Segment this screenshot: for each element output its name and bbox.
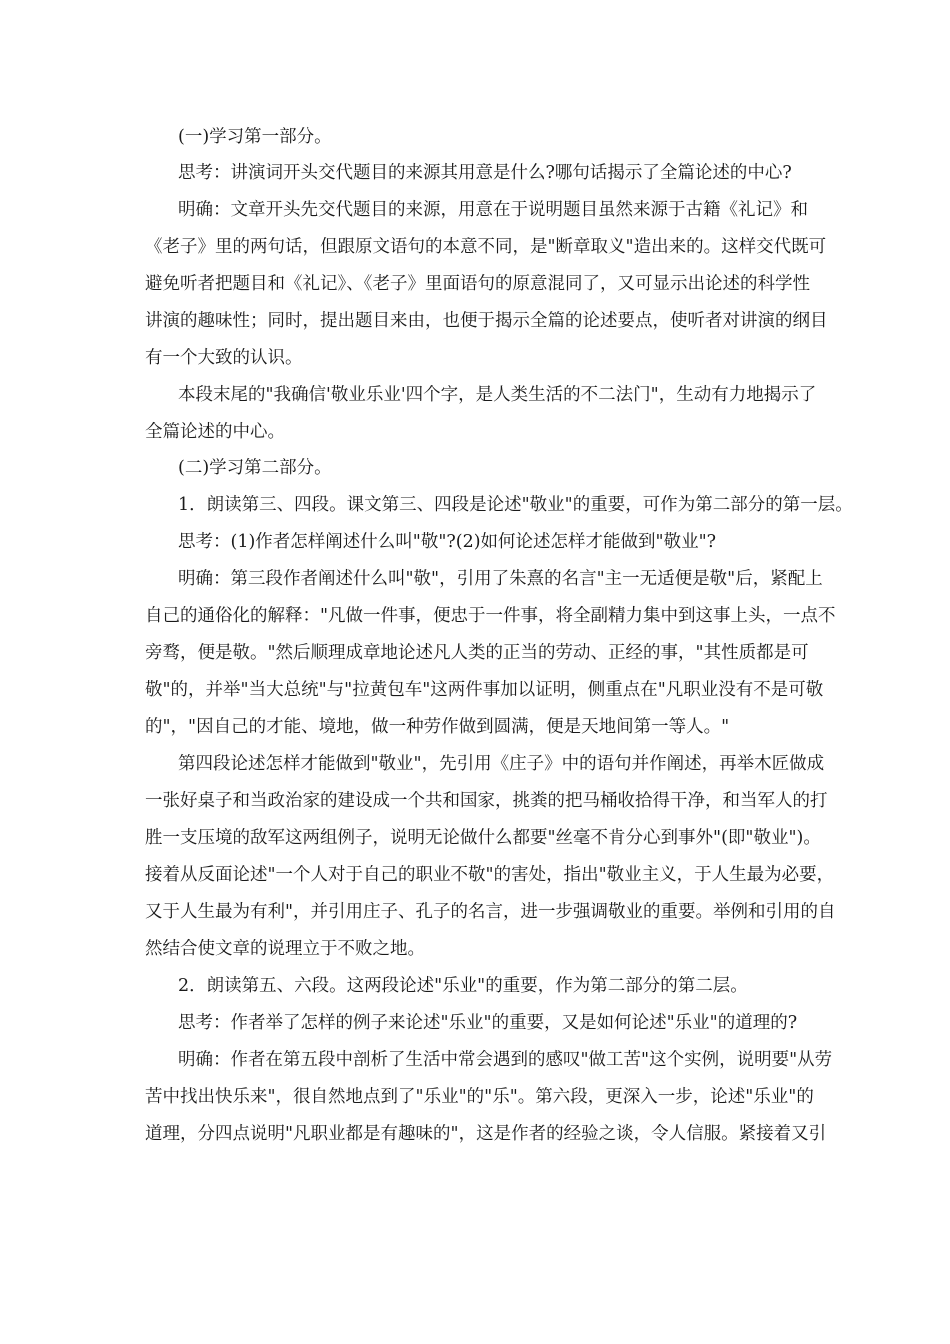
question-text: 思考：作者举了怎样的例子来论述"乐业"的重要，又是如何论述"乐业"的道理的? <box>178 1013 798 1033</box>
body-paragraph-line: 胜一支压境的敌军这两组例子，说明无论做什么都要"丝毫不肯分心到事外"(即"敬业")。 <box>145 828 821 848</box>
body-paragraph-line: 本段末尾的"我确信'敬业乐业'四个字，是人类生活的不二法门"，生动有力地揭示了 <box>178 385 817 405</box>
answer-paragraph-line: 明确：第三段作者阐述什么叫"敬"，引用了朱熹的名言"主一无适便是敬"后，紧配上 <box>178 569 823 589</box>
body-paragraph-line: 接着从反面论述"一个人对于自己的职业不敬"的害处，指出"敬业主义，于人生最为必要， <box>145 865 835 885</box>
section-heading-part-two: (二)学习第二部分。 <box>178 458 332 478</box>
answer-paragraph-line: 避免听者把题目和《礼记》、《老子》里面语句的原意混同了，又可显示出论述的科学性 <box>145 274 810 294</box>
answer-paragraph-line: 讲演的趣味性；同时，提出题目来由，也便于揭示全篇的论述要点，使听者对讲演的纲目 <box>145 311 828 331</box>
answer-paragraph-line: 苦中找出快乐来"，很自然地点到了"乐业"的"乐"。第六段，更深入一步，论述"乐业"的 <box>145 1087 814 1107</box>
body-paragraph-line: 一张好桌子和当政治家的建设成一个共和国家，挑粪的把马桶收拾得干净，和当军人的打 <box>145 791 828 811</box>
answer-paragraph-line: 道理，分四点说明"凡职业都是有趣味的"，这是作者的经验之谈，令人信服。紧接着又引 <box>145 1124 827 1144</box>
answer-paragraph-line: 明确：作者在第五段中剖析了生活中常会遇到的感叹"做工苦"这个实例，说明要"从劳 <box>178 1050 833 1070</box>
answer-paragraph-line: 旁骛，便是敬。"然后顺理成章地论述凡人类的正当的劳动、正经的事，"其性质都是可 <box>145 643 809 663</box>
section-heading-part-one: (一)学习第一部分。 <box>178 127 332 147</box>
body-paragraph-line: 然结合使文章的说理立于不败之地。 <box>145 939 425 959</box>
answer-paragraph-line: 有一个大致的认识。 <box>145 348 303 368</box>
body-paragraph-line: 第四段论述怎样才能做到"敬业"，先引用《庄子》中的语句并作阐述，再举木匠做成 <box>178 754 825 774</box>
question-text: 思考：讲演词开头交代题目的来源其用意是什么?哪句话揭示了全篇论述的中心? <box>178 163 792 183</box>
answer-paragraph-line: 敬"的，并举"当大总统"与"拉黄包车"这两件事加以证明，侧重点在"凡职业没有不是可敬 <box>145 680 824 700</box>
numbered-item: 2．朗读第五、六段。这两段论述"乐业"的重要，作为第二部分的第二层。 <box>178 976 748 996</box>
answer-paragraph-line: 《老子》里的两句话，但跟原文语句的本意不同，是"断章取义"造出来的。这样交代既可 <box>145 237 827 257</box>
question-text: 思考：(1)作者怎样阐述什么叫"敬"?(2)如何论述怎样才能做到"敬业"? <box>178 532 717 552</box>
body-paragraph-line: 又于人生最为有利"，并引用庄子、孔子的名言，进一步强调敬业的重要。举例和引用的自 <box>145 902 836 922</box>
body-paragraph-line: 全篇论述的中心。 <box>145 422 285 442</box>
answer-paragraph-line: 自己的通俗化的解释："凡做一件事，便忠于一件事，将全副精力集中到这事上头，一点不 <box>145 606 836 626</box>
answer-paragraph-line: 明确：文章开头先交代题目的来源，用意在于说明题目虽然来源于古籍《礼记》和 <box>178 200 808 220</box>
numbered-item: 1．朗读第三、四段。课文第三、四段是论述"敬业"的重要，可作为第二部分的第一层。 <box>178 495 853 515</box>
answer-paragraph-line: 的"，"因自己的才能、境地，做一种劳作做到圆满，便是天地间第一等人。" <box>145 717 730 737</box>
